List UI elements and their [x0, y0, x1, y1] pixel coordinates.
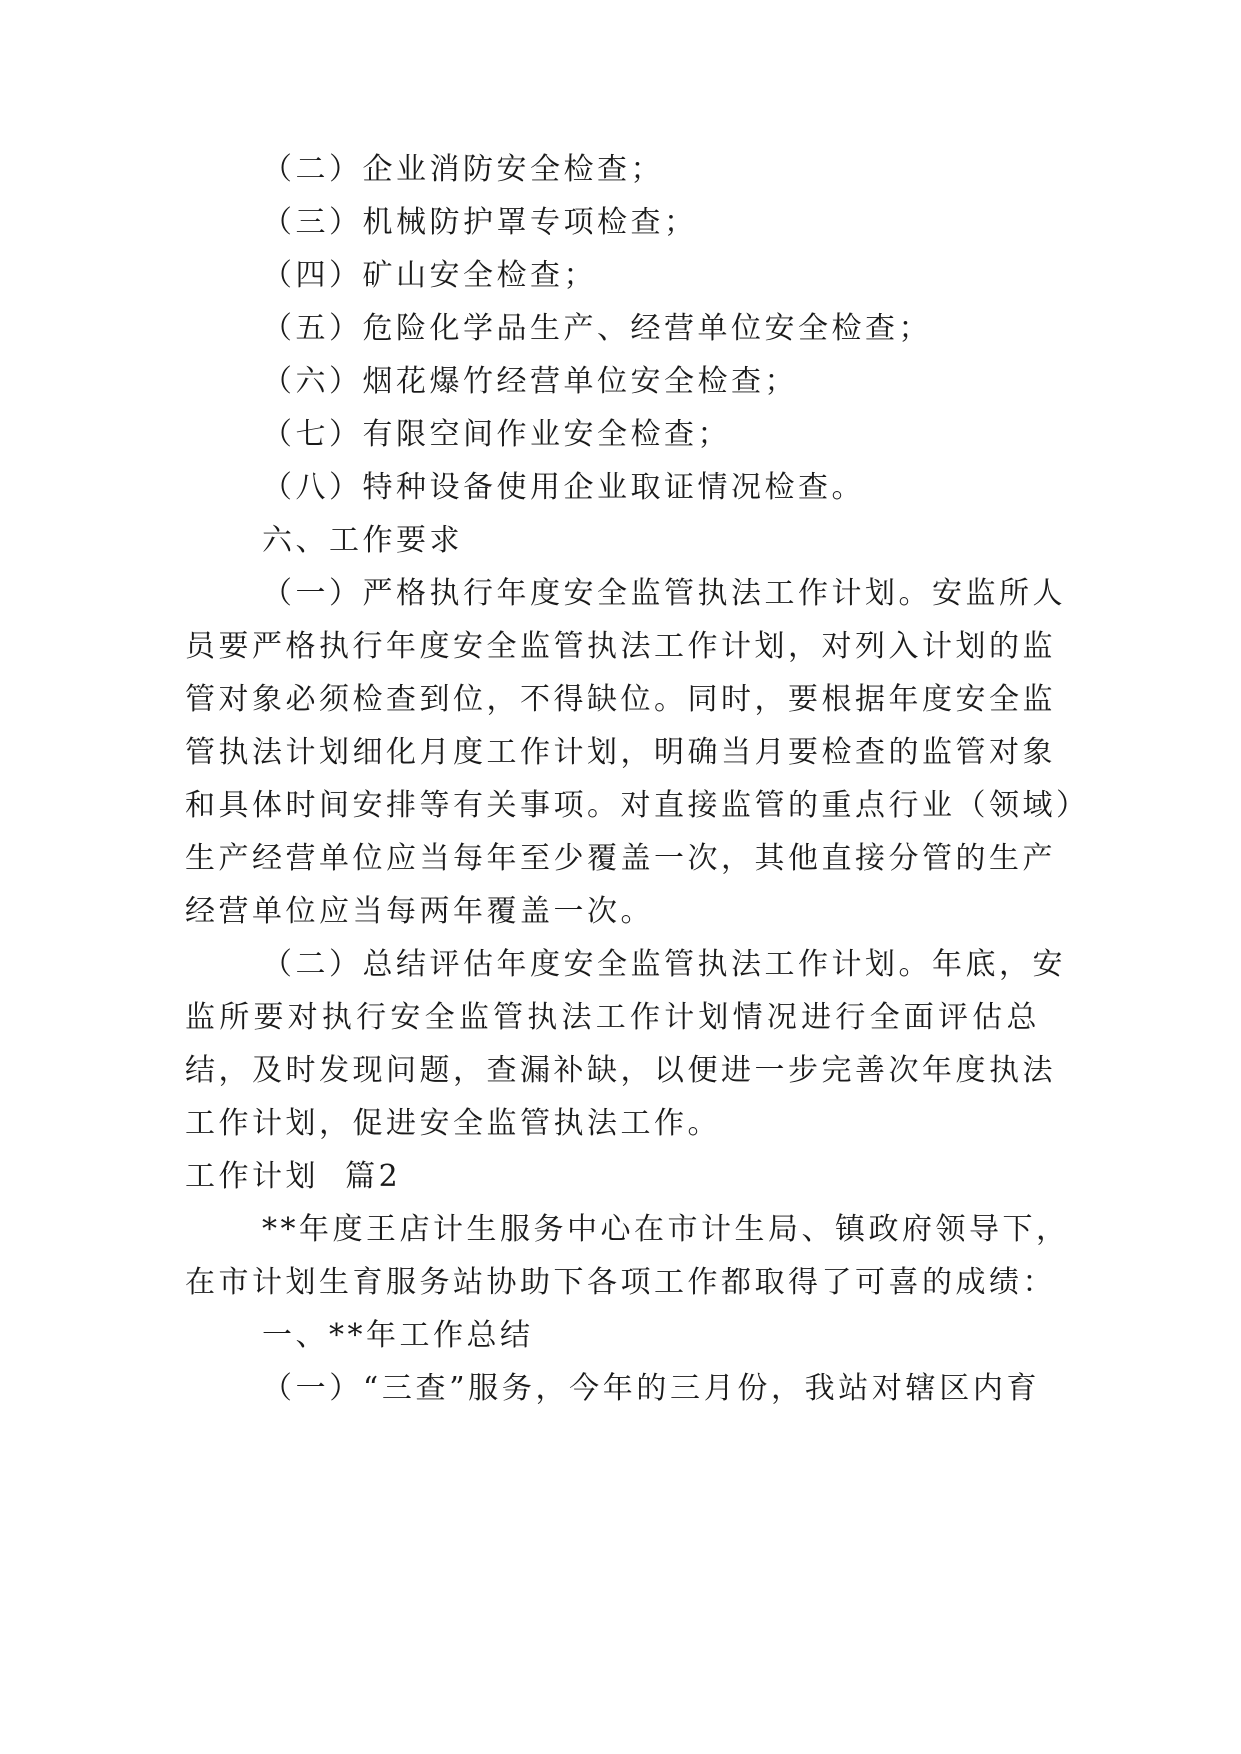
paragraph-line: 结，及时发现问题，查漏补缺，以便进一步完善次年度执法: [185, 1053, 1056, 1088]
list-item: （五）危险化学品生产、经营单位安全检查；: [262, 311, 932, 346]
list-item: （二）企业消防安全检查；: [262, 152, 664, 187]
paragraph-line: 管执法计划细化月度工作计划，明确当月要检查的监管对象: [185, 735, 1056, 770]
list-item: （八）特种设备使用企业取证情况检查。: [262, 470, 865, 505]
paragraph-line: 和具体时间安排等有关事项。对直接监管的重点行业（领域）: [185, 788, 1090, 823]
list-item: （三）机械防护罩专项检查；: [262, 205, 698, 240]
paragraph-line: 工作计划，促进安全监管执法工作。: [185, 1106, 721, 1141]
list-item: （七）有限空间作业安全检查；: [262, 417, 731, 452]
paragraph-line: 监所要对执行安全监管执法工作计划情况进行全面评估总: [185, 1000, 1040, 1035]
list-item: （六）烟花爆竹经营单位安全检查；: [262, 364, 798, 399]
paragraph-line: 生产经营单位应当每年至少覆盖一次，其他直接分管的生产: [185, 841, 1056, 876]
paragraph-line: （一）严格执行年度安全监管执法工作计划。安监所人: [262, 576, 1066, 611]
paragraph-line: 经营单位应当每两年覆盖一次。: [185, 894, 654, 929]
article-heading: 工作计划 篇2: [185, 1159, 402, 1194]
paragraph-line: （二）总结评估年度安全监管执法工作计划。年底，安: [262, 947, 1066, 982]
paragraph-line: 在市计划生育服务站协助下各项工作都取得了可喜的成绩：: [185, 1265, 1056, 1300]
list-item: （四）矿山安全检查；: [262, 258, 597, 293]
paragraph-line: 管对象必须检查到位，不得缺位。同时，要根据年度安全监: [185, 682, 1056, 717]
section-heading: 一、**年工作总结: [262, 1318, 534, 1353]
section-heading: 六、工作要求: [262, 523, 463, 558]
paragraph-line: （一）“三查”服务，今年的三月份，我站对辖区内育: [262, 1371, 1040, 1406]
paragraph-line: 员要严格执行年度安全监管执法工作计划，对列入计划的监: [185, 629, 1056, 664]
paragraph-line: **年度王店计生服务中心在市计生局、镇政府领导下，: [262, 1212, 1070, 1247]
